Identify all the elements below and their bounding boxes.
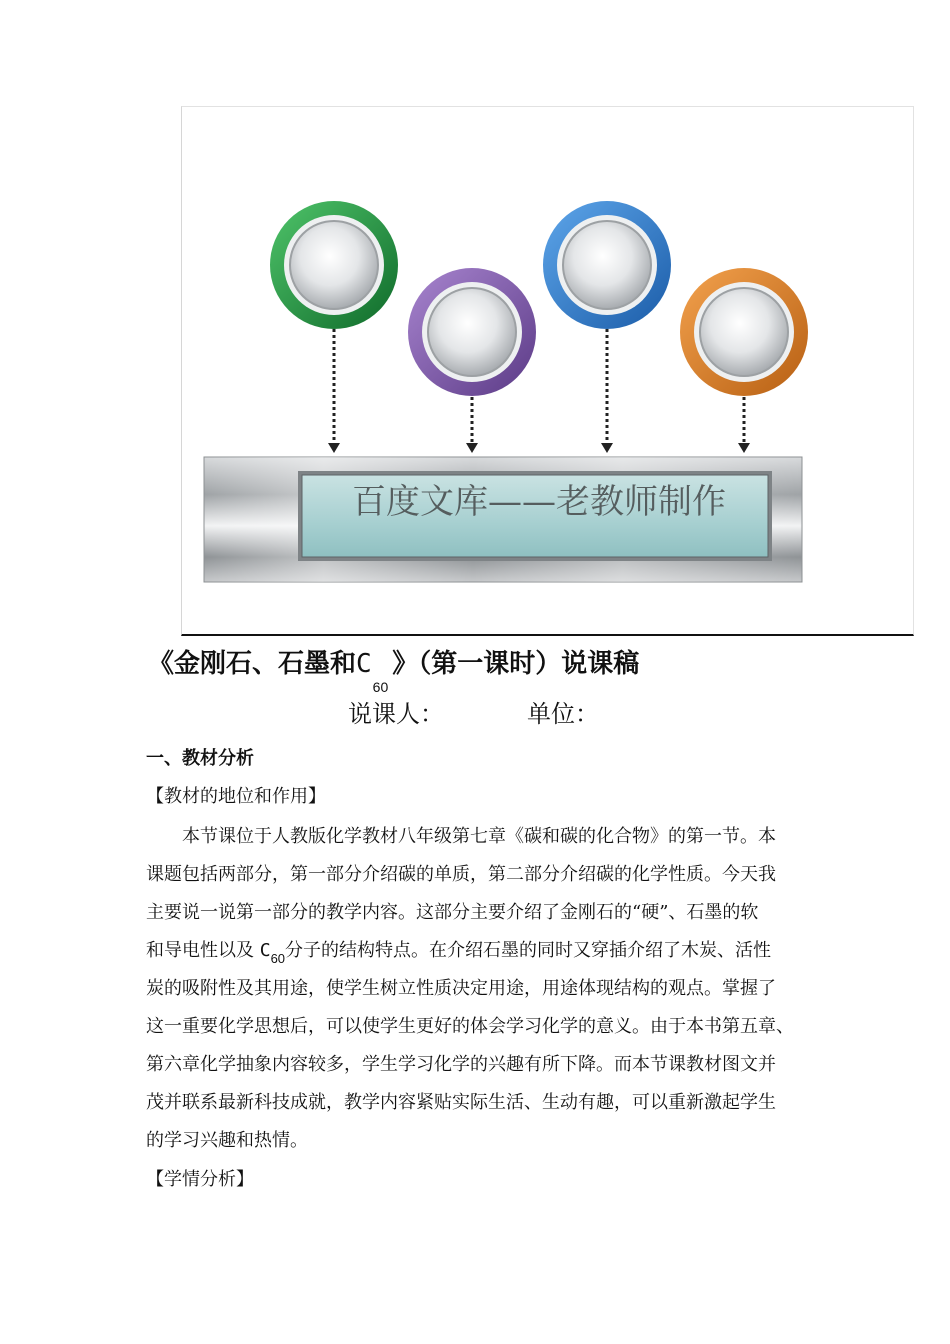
orange-ring-icon	[680, 268, 808, 396]
title-suffix: 》（第一课时）说课稿	[392, 649, 640, 679]
line4-element: C	[259, 940, 271, 961]
paragraph-line: 茂并联系最新科技成就，教学内容紧贴实际生活、生动有趣，可以重新激起学生	[146, 1092, 776, 1113]
banner-graphic	[182, 107, 915, 637]
paragraph-line: 第六章化学抽象内容较多，学生学习化学的兴趣有所下降。而本节课教材图文并	[146, 1054, 776, 1075]
title-prefix: 《金刚石、石墨和	[148, 649, 357, 679]
arrow-heads	[328, 443, 750, 453]
banner-image	[181, 106, 914, 636]
page-title	[148, 644, 640, 695]
speaker-label: 说课人：	[348, 700, 444, 728]
title-subscript: 60	[372, 679, 389, 695]
presenter-row	[0, 696, 950, 732]
paragraph-line: 主要说一说第一部分的教学内容。这部分主要介绍了金刚石的“硬”、石墨的软	[146, 902, 759, 923]
paragraph-line: 课题包括两部分，第一部分介绍碳的单质，第二部分介绍碳的化学性质。今天我	[146, 864, 776, 885]
paragraph-line	[146, 932, 818, 970]
paragraph-line: 炭的吸附性及其用途，使学生树立性质决定用途，用途体现结构的观点。掌握了	[146, 978, 776, 999]
banner-caption: 百度文库——老教师制作	[352, 482, 726, 522]
unit-label: 单位：	[527, 700, 599, 728]
paragraph-role	[146, 818, 818, 1160]
subheading-learners: 【学情分析】	[146, 1169, 254, 1190]
title-element: C	[356, 649, 372, 679]
subheading-role: 【教材的地位和作用】	[146, 786, 326, 807]
line4-subscript: 60	[270, 951, 286, 966]
line4-start: 和导电性以及	[146, 940, 254, 961]
purple-ring-icon	[408, 268, 536, 396]
green-ring-icon	[270, 201, 398, 329]
paragraph-line: 这一重要化学思想后，可以使学生更好的体会学习化学的意义。由于本书第五章、	[146, 1016, 794, 1037]
paragraph-line: 本节课位于人教版化学教材八年级第七章《碳和碳的化合物》的第一节。本	[182, 826, 776, 847]
line4-end: 分子的结构特点。在介绍石墨的同时又穿插介绍了木炭、活性	[285, 940, 772, 961]
blue-ring-icon	[543, 201, 671, 329]
section-heading: 一、教材分析	[146, 748, 254, 769]
paragraph-line: 的学习兴趣和热情。	[146, 1130, 308, 1151]
